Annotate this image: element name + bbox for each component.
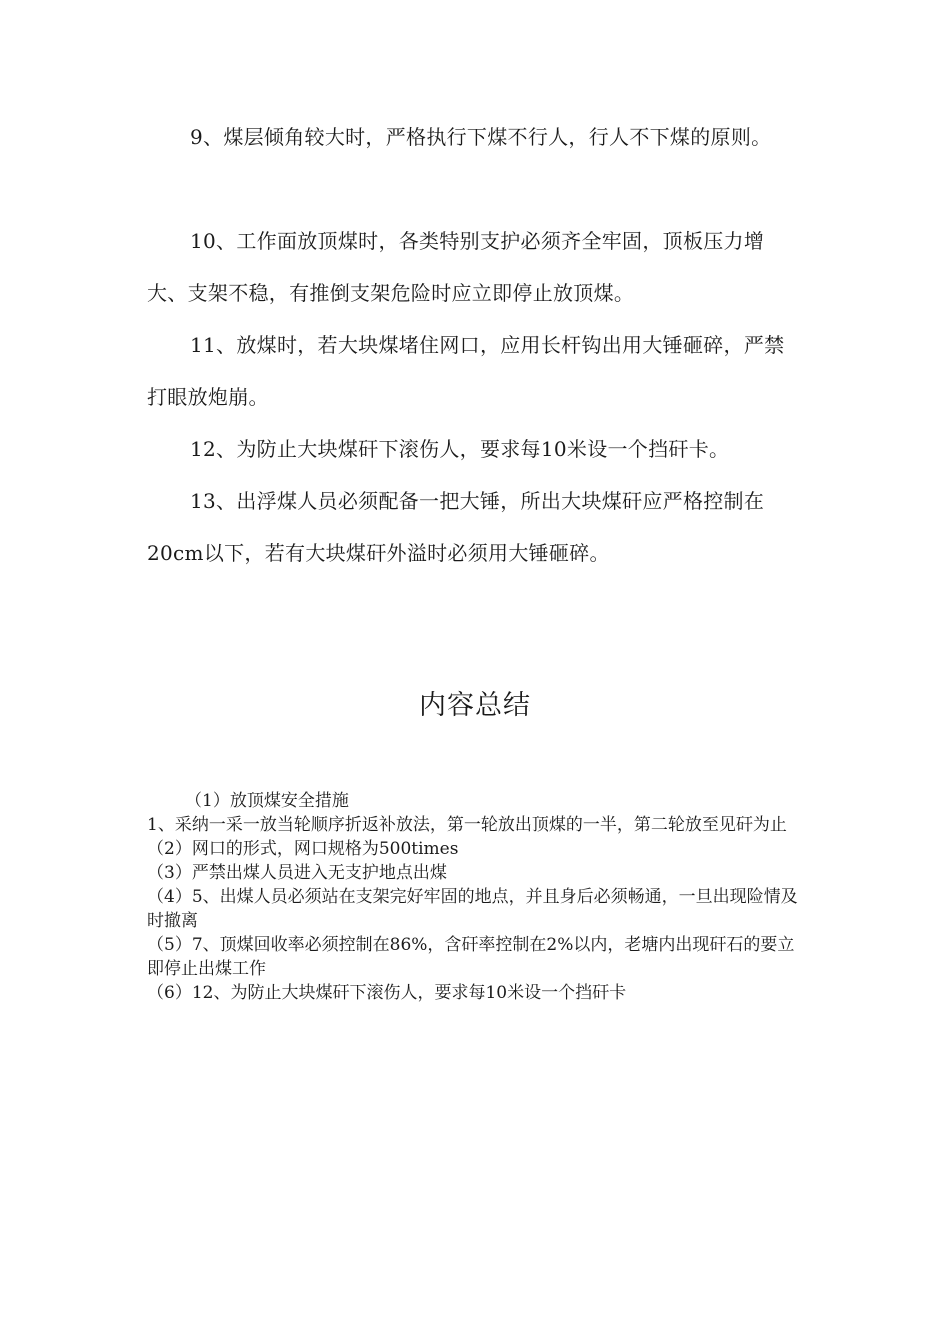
summary-item: （5）7、顶煤回收率必须控制在86%，含矸率控制在2%以内，老塘内出现矸石的要立即停止出煤工作 [147,935,795,979]
summary-item: （4）5、出煤人员必须站在支架完好牢固的地点，并且身后必须畅通，一旦出现险情及时撤离 [147,887,798,931]
summary-title: 内容总结 [419,690,531,721]
paragraph-item-10: 10、工作面放顶煤时，各类特别支护必须齐全牢固，顶板压力增大、支架不稳，有推倒支架危险时应立即停止放顶煤。 [147,229,765,305]
summary-item: （2）网口的形式，网口规格为500times [147,839,459,859]
summary-item: （3）严禁出煤人员进入无支护地点出煤 [147,863,447,883]
summary-item: 1、采纳一采一放当轮顺序折返补放法，第一轮放出顶煤的一半，第二轮放至见矸为止 [147,815,787,835]
paragraph-item-11: 11、放煤时，若大块煤堵住网口，应用长杆钩出用大锤砸碎，严禁打眼放炮崩。 [147,333,785,409]
paragraph-item-13: 13、出浮煤人员必须配备一把大锤，所出大块煤矸应严格控制在20cm以下，若有大块煤矸外溢时必须用大锤砸碎。 [147,489,765,565]
summary-list [147,789,807,1005]
summary-item: （6）12、为防止大块煤矸下滚伤人，要求每10米设一个挡矸卡 [147,983,627,1003]
paragraph-item-9: 9、煤层倾角较大时，严格执行下煤不行人，行人不下煤的原则。 [190,125,772,149]
summary-item: （1）放顶煤安全措施 [185,791,349,811]
paragraph-item-12: 12、为防止大块煤矸下滚伤人，要求每10米设一个挡矸卡。 [190,437,730,461]
